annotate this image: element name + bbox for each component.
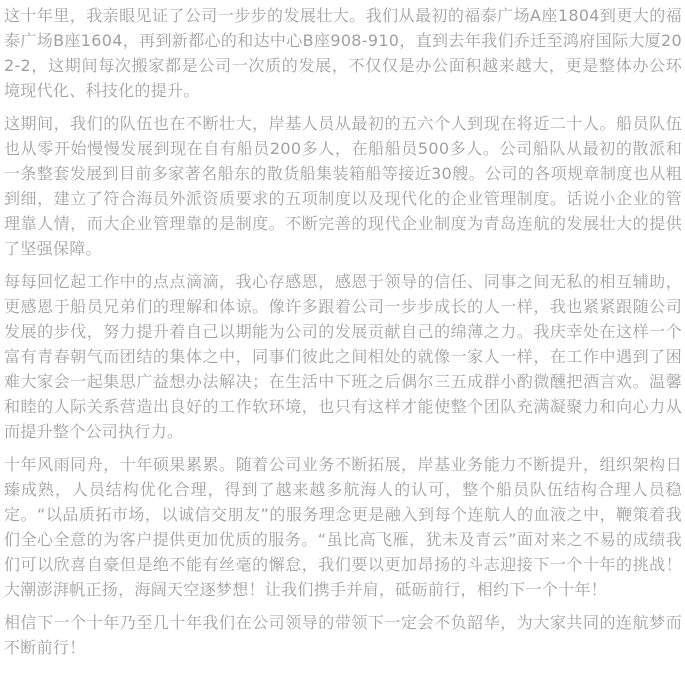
paragraph-office-growth: 这十年里，我亲眼见证了公司一步步的发展壮大。我们从最初的福泰广场A座1804到更大的福泰广场B座1604，再到新都心的和达中心B座908-910，直到去年我们乔迁至鸿府国际大厦202-2，这期间每次搬家都是公司一次质的发展，不仅仅是办公面积越来越大，更是整体办公环境现代化、科技化的提升。 [4, 6, 682, 100]
paragraph-closing: 相信下一个十年乃至几十年我们在公司领导的带领下一定会不负韶华，为大家共同的连航梦而不断前行！ [4, 613, 682, 657]
paragraph-achievements-outlook: 十年风雨同舟，十年硕果累累。随着公司业务不断拓展，岸基业务能力不断提升，组织架构日臻成熟，人员结构优化合理，得到了越来越多航海人的认可，整个船员队伍结构合理人员稳定。“以品质拓市场，以诚信交朋友”的服务理念更是融入到每个连航人的血液之中，鞭策着我们全心全意的为客户提供更加优质的服务。“虽比高飞雁，犹未及青云”面对来之不易的成绩我们可以欣喜自豪但是绝不能有丝毫的懈怠，我们要以更加昂扬的斗志迎接下一个十年的挑战！大潮澎湃帆正扬，海阔天空逐梦想！让我们携手并肩，砥砺前行，相约下一个十年！ [4, 455, 682, 599]
paragraph-team-growth: 这期间，我们的队伍也在不断壮大，岸基人员从最初的五六个人到现在将近二十人。船员队伍也从零开始慢慢发展到现在自有船员200多人，在船船员500多人。公司船队从最初的散派和一条整套发展到目前多家著名船东的散货船集装箱船等接近30艘。公司的各项规章制度也从粗到细，建立了符合海员外派资质要求的五项制度以及现代化的企业管理制度。话说小企业的管理靠人情，而大企业管理靠的是制度。不断完善的现代企业制度为青岛连航的发展壮大的提供了坚强保障。 [4, 114, 682, 258]
paragraph-gratitude: 每每回忆起工作中的点点滴滴，我心存感恩，感恩于领导的信任、同事之间无私的相互辅助，更感恩于船员兄弟们的理解和体谅。像许多跟着公司一步步成长的人一样，我也紧紧跟随公司发展的步伐，努力提升着自己以期能为公司的发展贡献自己的绵薄之力。我庆幸处在这样一个富有青春朝气而团结的集体之中，同事们彼此之间相处的就像一家人一样，在工作中遇到了困难大家会一起集思广益想办法解决；在生活中下班之后偶尔三五成群小酌微醺把酒言欢。温馨和睦的人际关系营造出良好的工作软环境，也只有这样才能使整个团队充满凝聚力和向心力从而提升整个公司执行力。 [4, 272, 682, 441]
